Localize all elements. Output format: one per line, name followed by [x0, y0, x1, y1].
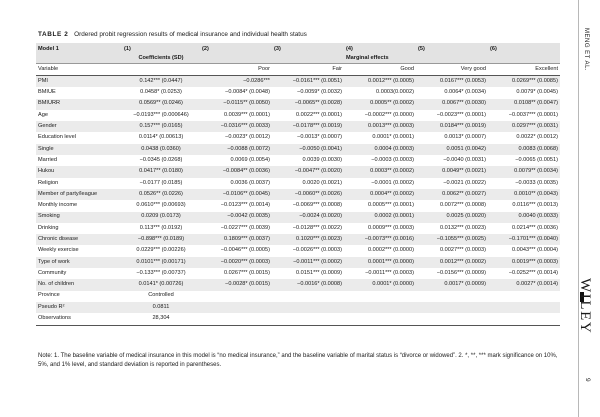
column-header: Poor: [200, 64, 272, 76]
page-number: 9: [584, 378, 591, 382]
marginal-effect-cell: −0.0161*** (0.0051): [272, 76, 344, 88]
marginal-effect-cell: [272, 291, 344, 302]
variable-name: No. of children: [36, 279, 122, 290]
table-row: [36, 313, 560, 325]
table-row: [36, 223, 560, 234]
marginal-effect-cell: [272, 313, 344, 325]
marginal-effect-cell: −0.0003 (0.0003): [371, 156, 414, 163]
marginal-effect-cell: −0.0033 (0.0035): [515, 179, 558, 186]
marginal-effect-cell: [200, 313, 272, 325]
marginal-effect-cell: 0.0079** (0.0034): [488, 166, 560, 177]
marginal-effect-cell: −0.0023*** (0.0001): [436, 111, 486, 118]
marginal-effect-cell: [200, 302, 272, 313]
coefficient-cell: 0.0417** (0.0180): [122, 166, 200, 177]
variable-name: Single: [36, 144, 122, 155]
variable-name: Smoking: [36, 212, 122, 223]
marginal-effect-cell: 0.0214*** (0.0036): [511, 224, 558, 231]
marginal-effect-cell: 0.0001*** (0.0000): [344, 257, 416, 268]
marginal-effect-cell: [488, 302, 560, 313]
coefficient-cell: 0.0101*** (0.00171): [122, 257, 200, 268]
marginal-effect-cell: −0.0042 (0.0035): [200, 212, 272, 223]
variable-name: Religion: [38, 179, 59, 186]
publisher-logo: WILEY: [577, 278, 593, 335]
marginal-effect-cell: [488, 313, 560, 325]
marginal-effect-cell: −0.0050 (0.0041): [272, 144, 344, 155]
marginal-effect-cell: −0.0023* (0.0012): [225, 134, 270, 141]
marginal-effect-cell: 0.0013* (0.0007): [444, 134, 486, 141]
marginal-effect-cell: −0.0069*** (0.0008): [292, 202, 342, 209]
marginal-effect-cell: 0.0072*** (0.0008): [439, 202, 486, 209]
marginal-effect-cell: 0.0043*** (0.0004): [511, 247, 558, 254]
marginal-effect-cell: −0.0065 (0.0051): [515, 156, 558, 163]
marginal-effect-cell: 0.0001* (0.0001): [372, 134, 414, 141]
variable-name: Gender: [36, 121, 122, 132]
marginal-effect-cell: 0.0002 (0.0001): [344, 212, 416, 223]
col-number: (1): [122, 43, 200, 54]
marginal-effect-cell: 0.0040 (0.0033): [488, 212, 560, 223]
marginal-effect-cell: −0.0084* (0.0048): [225, 89, 270, 96]
variable-name: BMIUE: [38, 89, 56, 96]
coefficient-cell: 0.0438 (0.0360): [122, 144, 200, 155]
marginal-effect-cell: −0.0026*** (0.0003): [292, 247, 342, 254]
marginal-effect-cell: −0.0021 (0.0022): [443, 179, 486, 186]
marginal-effect-cell: 0.0010** (0.0043): [488, 189, 560, 200]
table-row: [36, 110, 560, 121]
marginal-effect-cell: 0.1809*** (0.0037): [200, 234, 272, 245]
coefficient-cell: 28,304: [122, 313, 200, 325]
marginal-effect-cell: 0.0002*** (0.0000): [367, 247, 414, 254]
table-row: [36, 257, 560, 268]
marginal-effect-cell: −0.0011*** (0.0002): [272, 257, 344, 268]
marginal-effect-cell: 0.0039 (0.0030): [302, 156, 342, 163]
table-row: [36, 302, 560, 313]
marginal-effect-cell: 0.0083 (0.0068): [488, 144, 560, 155]
marginal-effect-cell: 0.0005*** (0.0001): [367, 202, 414, 209]
table-row: [36, 166, 560, 177]
marginal-effect-cell: 0.0062** (0.0027): [416, 189, 488, 200]
variable-name: Community: [38, 269, 67, 276]
marginal-effect-cell: −0.0011*** (0.0003): [365, 269, 414, 276]
variable-name: Married: [38, 156, 57, 163]
marginal-effect-cell: 0.0067** (0.0030): [416, 99, 488, 110]
marginal-effect-cell: 0.0069 (0.0054): [230, 156, 270, 163]
marginal-effect-cell: −0.0024 (0.0020): [272, 212, 344, 223]
marginal-effect-cell: −0.0001 (0.0002): [371, 179, 414, 186]
marginal-effect-cell: 0.0003** (0.0002): [344, 166, 416, 177]
table-row: [36, 132, 560, 143]
marginal-effect-cell: [272, 302, 344, 313]
marginal-effect-cell: −0.0156*** (0.0009): [436, 269, 486, 276]
coefficient-cell: 0.0209 (0.0173): [122, 212, 200, 223]
marginal-effect-cell: 0.0003(0.0002): [376, 89, 414, 96]
marginal-effect-cell: 0.0022* (0.0012): [516, 134, 558, 141]
marginal-effect-cell: −0.0020*** (0.0003): [200, 257, 272, 268]
margin-rule: [578, 0, 579, 417]
coefficient-cell: 0.0458* (0.0253): [140, 89, 182, 96]
coefficient-cell: 0.113*** (0.0192): [139, 224, 183, 231]
table-row: [36, 99, 560, 110]
coefficient-cell: 0.157*** (0.0165): [122, 121, 200, 132]
variable-name: PMI: [36, 76, 122, 88]
marginal-effect-cell: 0.0151*** (0.0009): [295, 269, 342, 276]
marginal-effect-cell: 0.0009*** (0.0003): [367, 224, 414, 231]
coef-header: Coefficients (SD): [122, 54, 200, 64]
marginal-effect-cell: −0.1055*** (0.0025): [416, 234, 488, 245]
marginal-effect-cell: 0.0025 (0.0020): [416, 212, 488, 223]
table-caption: [38, 31, 307, 38]
variable-name: Member of party/league: [36, 189, 122, 200]
marginal-effect-cell: −0.0047** (0.0020): [272, 166, 344, 177]
variable-name: Observations: [36, 313, 122, 325]
column-header: Good: [344, 64, 416, 76]
marginal-effect-cell: 0.0267*** (0.0015): [223, 269, 270, 276]
marginal-effect-cell: 0.0269*** (0.0085): [488, 76, 560, 88]
marginal-effect-cell: −0.0252*** (0.0014): [508, 269, 558, 276]
marginal-effect-cell: 0.0005** (0.0002): [344, 99, 416, 110]
col-number: (6): [488, 43, 560, 54]
marginal-effect-cell: −0.0073*** (0.0016): [344, 234, 416, 245]
coefficient-cell: −0.0177 (0.0185): [139, 179, 183, 186]
marginal-effect-cell: −0.0059* (0.0032): [297, 89, 342, 96]
coefficient-cell: 0.0526** (0.0226): [122, 189, 200, 200]
table-row: [36, 121, 560, 132]
coefficient-cell: Controlled: [148, 292, 174, 299]
table-row: [36, 76, 560, 88]
marginal-effect-cell: [344, 302, 416, 313]
table-row: [36, 245, 560, 256]
variable-name: Type of work: [36, 257, 122, 268]
coefficient-cell: −0.0193*** (0.000646): [133, 111, 189, 118]
marginal-effect-cell: 0.0027* (0.0014): [488, 279, 560, 290]
marginal-effects-header: Marginal effects: [344, 54, 416, 64]
table-row: [36, 279, 560, 290]
col-number: (5): [416, 43, 488, 54]
marginal-effect-cell: −0.0227*** (0.0039): [220, 224, 270, 231]
coefficient-cell: 0.0114* (0.00613): [138, 134, 184, 141]
marginal-effect-cell: [488, 291, 560, 302]
table-note: Note: 1. The baseline variable of medical insurance in this model is “no medical insurance,” and the baseline variable of marital status is “divorce or widowed”. 2. *, **, *** mark significance on 10%, 5%, and 1% level, and standard deviation is reported in parentheses.: [38, 353, 558, 369]
col-number: (4): [344, 43, 416, 54]
marginal-effect-cell: 0.0020 (0.0021): [302, 179, 342, 186]
coefficient-cell: 0.0141* (0.00726): [122, 279, 200, 290]
table-row: [36, 212, 560, 223]
table-row: [36, 268, 560, 279]
variable-name: BMIURR: [36, 99, 122, 110]
coefficient-cell: 0.0811: [122, 302, 200, 313]
marginal-effect-cell: 0.0004** (0.0002): [344, 189, 416, 200]
marginal-effect-cell: −0.0128*** (0.0022): [292, 224, 342, 231]
col-number: (3): [272, 43, 344, 54]
marginal-effect-cell: −0.0065** (0.0028): [272, 99, 344, 110]
column-header: Excellent: [488, 64, 560, 76]
variable-name: Hukou: [36, 166, 122, 177]
col-number: (2): [200, 43, 272, 54]
table-row: [36, 155, 560, 166]
marginal-effect-cell: 0.0116*** (0.0013): [512, 202, 558, 209]
marginal-effect-cell: [344, 313, 416, 325]
marginal-effect-cell: 0.0001* (0.0000): [344, 279, 416, 290]
marginal-effect-cell: −0.0286***: [200, 76, 272, 88]
coefficient-cell: −0.133*** (0.00737): [136, 269, 186, 276]
marginal-effect-cell: 0.0027*** (0.0003): [439, 247, 486, 254]
marginal-effect-cell: 0.0012*** (0.0002): [416, 257, 488, 268]
variable-name: Weekly exercise: [38, 247, 79, 254]
marginal-effect-cell: [200, 291, 272, 302]
marginal-effect-cell: −0.0060** (0.0026): [272, 189, 344, 200]
marginal-effect-cell: −0.0084** (0.0036): [200, 166, 272, 177]
marginal-effect-cell: −0.0040 (0.0031): [443, 156, 486, 163]
variable-name: Pseudo R²: [36, 302, 122, 313]
marginal-effect-cell: −0.0088 (0.0072): [200, 144, 272, 155]
marginal-effect-cell: −0.0106** (0.0045): [200, 189, 272, 200]
marginal-effect-cell: 0.0036 (0.0037): [230, 179, 270, 186]
marginal-effect-cell: −0.0178*** (0.0019): [272, 121, 344, 132]
coefficient-cell: −0.898*** (0.0189): [122, 234, 200, 245]
variable-name: Age: [38, 111, 48, 118]
table-row: [36, 234, 560, 245]
marginal-effect-cell: −0.0037*** (0.0001): [508, 111, 558, 118]
marginal-effect-cell: −0.0002*** (0.0000): [364, 111, 414, 118]
table-row: [36, 87, 560, 98]
marginal-effect-cell: 0.0022*** (0.0001): [295, 111, 342, 118]
header-row-groups: [36, 54, 560, 64]
marginal-effect-cell: 0.0184*** (0.0019): [416, 121, 488, 132]
marginal-effect-cell: 0.0039*** (0.0001): [223, 111, 270, 118]
table-row: [36, 291, 560, 302]
column-header: Very good: [416, 64, 488, 76]
table-row: [36, 189, 560, 200]
model-label: Model 1: [36, 43, 122, 54]
variable-name: Monthly income: [38, 202, 78, 209]
variable-name: Drinking: [38, 224, 59, 231]
marginal-effect-cell: −0.0016* (0.0008): [272, 279, 344, 290]
marginal-effect-cell: [344, 291, 416, 302]
marginal-effect-cell: 0.0079* (0.0045): [516, 89, 558, 96]
marginal-effect-cell: [416, 291, 488, 302]
table-row: [36, 144, 560, 155]
marginal-effect-cell: 0.0019*** (0.0003): [488, 257, 560, 268]
variable-name: Province: [38, 292, 60, 299]
table-title: Ordered probit regression results of medical insurance and individual health status: [74, 31, 307, 38]
coefficient-cell: 0.0229*** (0.00226): [136, 247, 186, 254]
marginal-effect-cell: 0.0004 (0.0003): [344, 144, 416, 155]
marginal-effect-cell: −0.0013* (0.0007): [297, 134, 342, 141]
header-row-columns: [36, 64, 560, 76]
marginal-effect-cell: 0.0017* (0.0009): [416, 279, 488, 290]
marginal-effect-cell: 0.0013*** (0.0003): [344, 121, 416, 132]
table-label: TABLE 2: [38, 31, 69, 38]
table-row: [36, 178, 560, 189]
marginal-effect-cell: −0.0115** (0.0050): [200, 99, 272, 110]
marginal-effect-cell: [416, 313, 488, 325]
marginal-effect-cell: 0.0064* (0.0034): [444, 89, 486, 96]
marginal-effect-cell: −0.1701*** (0.0040): [488, 234, 560, 245]
coefficient-cell: −0.0345 (0.0268): [139, 156, 183, 163]
marginal-effect-cell: 0.0132*** (0.0023): [439, 224, 486, 231]
marginal-effect-cell: −0.0316*** (0.0033): [200, 121, 272, 132]
variable-name: Chronic disease: [36, 234, 122, 245]
coefficient-cell: 0.0610*** (0.00693): [136, 202, 186, 209]
regression-table: [36, 43, 560, 326]
coefficient-cell: 0.0569** (0.0246): [122, 99, 200, 110]
column-header: Fair: [272, 64, 344, 76]
marginal-effect-cell: 0.0167*** (0.0053): [416, 76, 488, 88]
marginal-effect-cell: −0.0123*** (0.0014): [220, 202, 270, 209]
variable-header: Variable: [36, 64, 122, 76]
marginal-effect-cell: 0.0051 (0.0042): [416, 144, 488, 155]
marginal-effect-cell: 0.0012*** (0.0005): [344, 76, 416, 88]
variable-name: Education level: [38, 134, 76, 141]
marginal-effect-cell: 0.0108** (0.0047): [488, 99, 560, 110]
marginal-effect-cell: 0.0297*** (0.0031): [488, 121, 560, 132]
marginal-effect-cell: −0.0046*** (0.0005): [220, 247, 270, 254]
marginal-effect-cell: −0.0028* (0.0015): [200, 279, 272, 290]
marginal-effect-cell: [416, 302, 488, 313]
marginal-effect-cell: 0.0049** (0.0021): [416, 166, 488, 177]
header-row-numbers: [36, 43, 560, 54]
running-head: MENG ET AL.: [583, 28, 589, 72]
coefficient-cell: 0.142*** (0.0447): [122, 76, 200, 88]
table-row: [36, 200, 560, 211]
marginal-effect-cell: 0.1020*** (0.0023): [272, 234, 344, 245]
